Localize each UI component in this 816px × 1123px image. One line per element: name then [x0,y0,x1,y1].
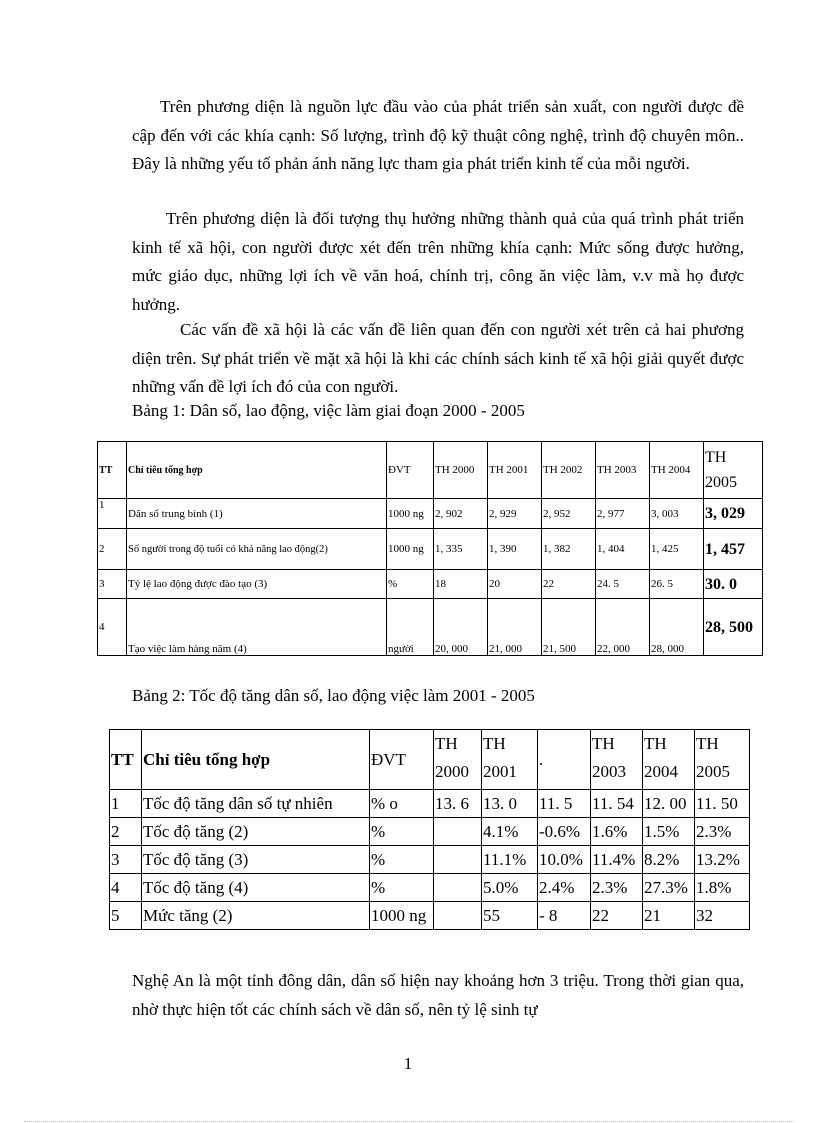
table2-cell: 4 [110,874,142,902]
table2-cell: 2.4% [538,874,591,902]
table2-cell: - 8 [538,902,591,930]
paragraph-4: Nghệ An là một tỉnh đông dân, dân số hiện nay khoảng hơn 3 triệu. Trong thời gian qua, nhờ thực hiện tốt các chính sách về dân số, nên tỷ lệ sinh tự [132,971,744,1019]
table1-cell: 1, 335 [434,529,488,570]
table2-cell: -0.6% [538,818,591,846]
table1-header-cell: TH 2002 [542,442,596,499]
table2-header-cell: TT [110,730,142,790]
table2-cell: 11.4% [591,846,643,874]
table2-cell: 11.1% [482,846,538,874]
table2-cell: 13. 0 [482,790,538,818]
table2-cell: 8.2% [643,846,695,874]
table2-cell: 22 [591,902,643,930]
table2-cell: 21 [643,902,695,930]
table2-cell: 1.8% [695,874,750,902]
table1-header-cell: Chỉ tiêu tổng hợp [127,442,387,499]
table1-header-cell: ĐVT [387,442,434,499]
table2-cell: 12. 00 [643,790,695,818]
table1-cell: 1, 425 [650,529,704,570]
table2-cell: 1.5% [643,818,695,846]
table1-cell: 20, 000 [434,599,488,656]
table-row [110,902,750,930]
table2-header-row [110,730,750,790]
table1-header-cell: TH 2001 [488,442,542,499]
table2-cell [434,874,482,902]
table1-cell: 22, 000 [596,599,650,656]
table2-cell [434,902,482,930]
table1-caption: Bảng 1: Dân số, lao động, việc làm giai đoạn 2000 - 2005 [132,401,525,420]
table2-header-cell: ĐVT [370,730,434,790]
table2-cell: % [370,818,434,846]
page-number: 1 [403,1054,413,1073]
table2-header-cell: TH 2003 [591,730,643,790]
table2-cell: 1.6% [591,818,643,846]
table1-cell: 28, 000 [650,599,704,656]
table2-cell [434,846,482,874]
table2-cell: 2.3% [591,874,643,902]
table2-cell: 32 [695,902,750,930]
table2-cell: % [370,846,434,874]
table-row [110,818,750,846]
table2-header-cell: TH 2000 [434,730,482,790]
table2-cell: 11. 54 [591,790,643,818]
table2-cell: Tốc độ tăng (2) [142,818,370,846]
table2-cell: 11. 5 [538,790,591,818]
table2-cell: 3 [110,846,142,874]
table1-cell: 28, 500 [704,599,763,656]
table1-header-row [98,442,763,499]
table2-cell: 55 [482,902,538,930]
table1-cell: % [387,570,434,599]
paragraph-2: Trên phương diện là đối tượng thụ hưởng những thành quả của quá trình phát triển kinh tế xã hội, con người được xét đến trên những khía cạnh: Mức sống được hưởng, mức giáo dục, những lợi ích về văn hoá, chính trị, công ăn việc làm, v.v mà họ được hưởng. [132,209,744,314]
table1-cell: 1, 457 [704,529,763,570]
table1-cell: 21, 000 [488,599,542,656]
table1-cell: Tạo việc làm hàng năm (4) [127,599,387,656]
table2-cell: % o [370,790,434,818]
table2-cell [434,818,482,846]
table1-cell: Dân số trung bình (1) [127,499,387,529]
table2-header-cell: TH 2004 [643,730,695,790]
table1-cell: người [387,599,434,656]
table1-header-cell: TH 2005 [704,442,763,499]
table2-cell: 11. 50 [695,790,750,818]
table1-cell: 1, 382 [542,529,596,570]
table2-cell: 5 [110,902,142,930]
table-row [98,529,763,570]
table-row [110,790,750,818]
table2-cell: 10.0% [538,846,591,874]
table-growth-rates [109,729,750,930]
table1-cell: 20 [488,570,542,599]
table1-cell: 18 [434,570,488,599]
table2-cell: % [370,874,434,902]
table2-cell: 13. 6 [434,790,482,818]
table1-cell: 24. 5 [596,570,650,599]
table2-cell: 5.0% [482,874,538,902]
table2-cell: 27.3% [643,874,695,902]
table-row [110,846,750,874]
table1-cell: 1 [98,499,127,529]
table1-cell: 2, 929 [488,499,542,529]
table1-cell: 3 [98,570,127,599]
table-row [98,499,763,529]
paragraph-3: Các vấn đề xã hội là các vấn đề liên quan đến con người xét trên cả hai phương diện trên. Sự phát triển về mặt xã hội là khi các chính sách kinh tế xã hội giải quyết được những vấn đề lợi ích đó của con người. [132,320,744,396]
table1-cell: 26. 5 [650,570,704,599]
table1-cell: 3, 003 [650,499,704,529]
table2-header-cell: Chỉ tiêu tổng hợp [142,730,370,790]
table2-cell: Tốc độ tăng dân số tự nhiên [142,790,370,818]
table1-cell: 2, 977 [596,499,650,529]
table2-caption: Bảng 2: Tốc độ tăng dân số, lao động việc làm 2001 - 2005 [132,686,535,705]
footer-divider [24,1121,794,1122]
table1-cell: Số người trong độ tuổi có khả năng lao động(2) [127,529,387,570]
table1-cell: 3, 029 [704,499,763,529]
table-population-labor [97,441,763,656]
table2-cell: 1 [110,790,142,818]
table1-cell: 2, 952 [542,499,596,529]
table1-cell: 1, 390 [488,529,542,570]
paragraph-1: Trên phương diện là nguồn lực đầu vào của phát triển sản xuất, con người được đề cập đến với các khía cạnh: Số lượng, trình độ kỹ thuật công nghệ, trình độ chuyên môn.. Đây là những yếu tố phản ánh năng lực tham gia phát triển kinh tế của mỗi người. [132,97,744,173]
table2-header-cell: TH 2001 [482,730,538,790]
table-row [110,874,750,902]
table1-cell: 1, 404 [596,529,650,570]
table-row [98,599,763,656]
table2-cell: 4.1% [482,818,538,846]
table2-cell: 1000 ng [370,902,434,930]
table-row [98,570,763,599]
table1-header-cell: TH 2000 [434,442,488,499]
table2-cell: 13.2% [695,846,750,874]
table2-header-cell: TH 2005 [695,730,750,790]
table1-header-cell: TT [98,442,127,499]
table1-cell: 1000 ng [387,529,434,570]
table1-header-cell: TH 2003 [596,442,650,499]
table2-cell: 2 [110,818,142,846]
table1-cell: 21, 500 [542,599,596,656]
table2-header-cell: . [538,730,591,790]
table1-cell: 22 [542,570,596,599]
table1-cell: 2, 902 [434,499,488,529]
table1-cell: 2 [98,529,127,570]
table1-cell: 4 [98,599,127,656]
table1-cell: Tỷ lệ lao động được đào tạo (3) [127,570,387,599]
table1-header-cell: TH 2004 [650,442,704,499]
table1-cell: 30. 0 [704,570,763,599]
table2-cell: 2.3% [695,818,750,846]
table1-cell: 1000 ng [387,499,434,529]
table2-cell: Mức tăng (2) [142,902,370,930]
table2-cell: Tốc độ tăng (4) [142,874,370,902]
table2-cell: Tốc độ tăng (3) [142,846,370,874]
